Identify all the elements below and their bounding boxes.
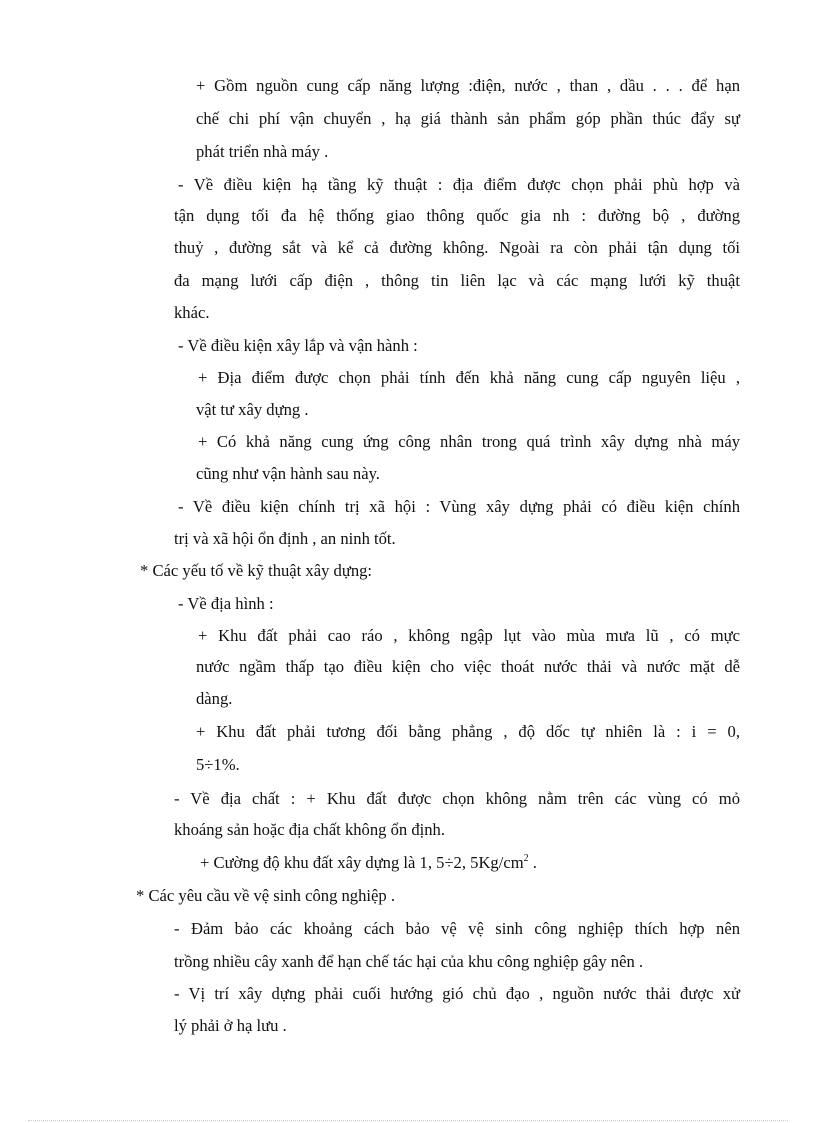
text-line: vật tư xây dựng . [196, 400, 309, 419]
section-heading: * Các yếu tố về kỹ thuật xây dựng: [140, 561, 373, 580]
section-heading: * Các yêu cầu về vệ sinh công nghiệp . [136, 886, 395, 905]
text-line: nước ngầm thấp tạo điều kiện cho việc thoát nước thải và nước mặt dễ [196, 657, 740, 676]
text-line: trị và xã hội ổn định , an ninh tốt. [174, 529, 396, 548]
text-line: - Đảm bảo các khoảng cách bảo vệ vệ sinh công nghiệp thích hợp nên [174, 919, 740, 938]
text-line: đa mạng lưới cấp điện , thông tin liên lạc và các mạng lưới kỹ thuật [174, 271, 740, 290]
text-line: thuỷ , đường sắt và kể cả đường không. Ngoài ra còn phải tận dụng tối [174, 238, 740, 257]
text-line [200, 853, 537, 873]
text-line: chế chi phí vận chuyển , hạ giá thành sản phẩm góp phần thúc đẩy sự [196, 109, 740, 128]
text-line: khác. [174, 303, 210, 322]
text-line: + Gồm nguồn cung cấp năng lượng :điện, nước , than , dầu . . . để hạn [196, 76, 740, 95]
strength-tail: . [528, 853, 537, 872]
text-line: 5÷1%. [196, 755, 240, 774]
text-line: tận dụng tối đa hệ thống giao thông quốc gia nh : đường bộ , đường [174, 206, 740, 225]
text-line: + Địa điểm được chọn phải tính đến khả năng cung cấp nguyên liệu , [198, 368, 740, 387]
text-line: cũng như vận hành sau này. [196, 464, 380, 483]
text-line: + Khu đất phải tương đối bằng phẳng , độ dốc tự nhiên là : i = 0, [196, 722, 740, 741]
text-line: khoáng sản hoặc địa chất không ổn định. [174, 820, 445, 839]
text-line: - Về điều kiện xây lắp và vận hành : [178, 336, 418, 355]
text-line: - Về điều kiện hạ tầng kỹ thuật : địa điểm được chọn phải phù hợp và [178, 175, 740, 194]
text-line: - Về địa chất : + Khu đất được chọn không nằm trên các vùng có mỏ [174, 789, 740, 808]
text-line: - Vị trí xây dựng phải cuối hướng gió chủ đạo , nguồn nước thải được xử [174, 984, 740, 1003]
text-line: + Có khả năng cung ứng công nhân trong quá trình xây dựng nhà máy [198, 432, 740, 451]
superscript: 2 [523, 853, 529, 864]
text-line: trồng nhiều cây xanh để hạn chế tác hại của khu công nghiệp gây nên . [174, 952, 644, 971]
text-line: dàng. [196, 689, 233, 708]
text-line: lý phải ở hạ lưu . [174, 1016, 287, 1035]
text-line: phát triển nhà máy . [196, 142, 329, 161]
strength-text: + Cường độ khu đất xây dựng là 1, 5÷2, 5Kg/cm [200, 853, 524, 872]
footer-divider [28, 1120, 788, 1121]
text-line: - Về địa hình : [178, 594, 274, 613]
text-line: + Khu đất phải cao ráo , không ngập lụt vào mùa mưa lũ , có mực [198, 626, 740, 645]
text-line: - Về điều kiện chính trị xã hội : Vùng xây dựng phải có điều kiện chính [178, 497, 740, 516]
